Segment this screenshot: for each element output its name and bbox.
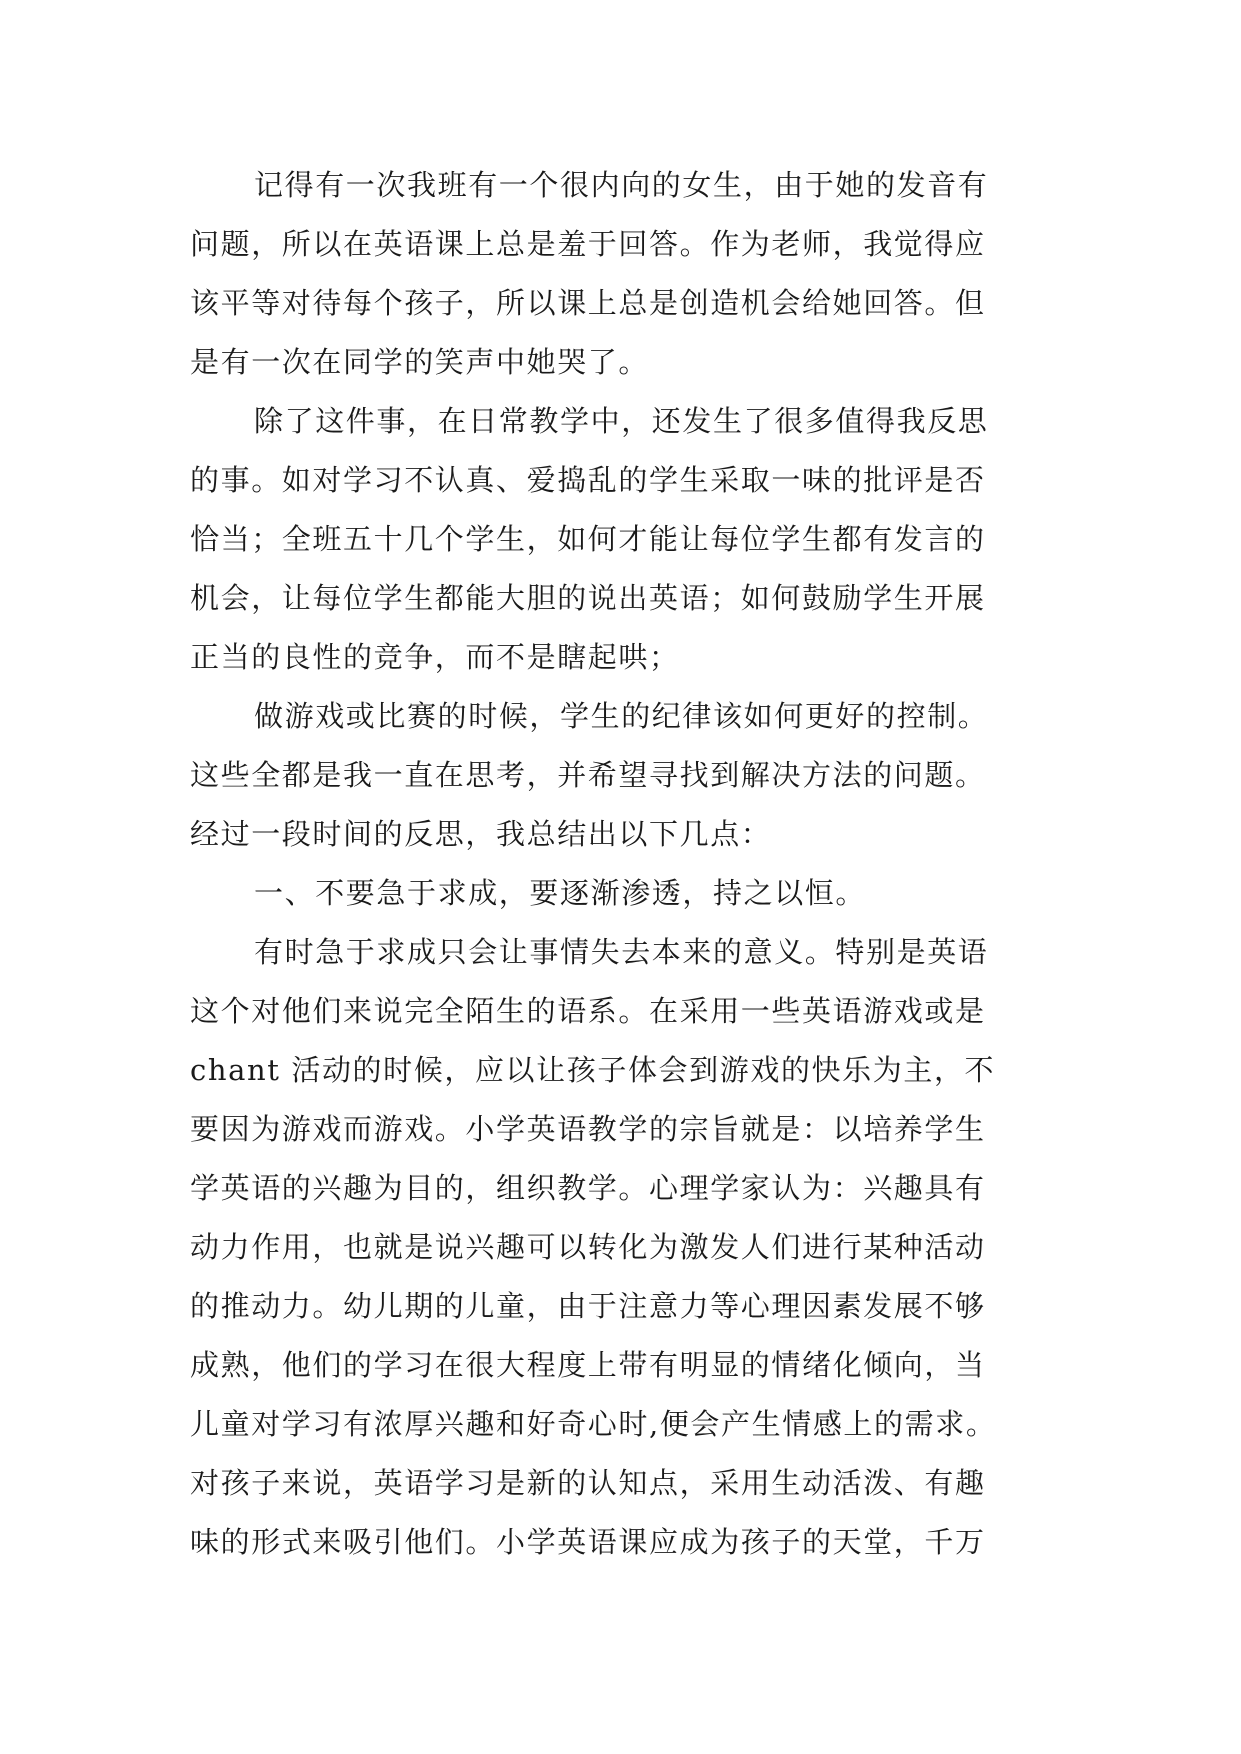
text-line: 的事。如对学习不认真、爱捣乱的学生采取一味的批评是否 <box>190 463 986 497</box>
document-body <box>190 156 1070 1572</box>
text-line: 正当的良性的竞争，而不是瞎起哄； <box>190 640 680 674</box>
text-line: 除了这件事，在日常教学中，还发生了很多值得我反思 <box>254 404 989 438</box>
text-line: 问题，所以在英语课上总是羞于回答。作为老师，我觉得应 <box>190 227 986 261</box>
text-line: 经过一段时间的反思，我总结出以下几点： <box>190 817 772 851</box>
text-line: 的推动力。幼儿期的儿童，由于注意力等心理因素发展不够 <box>190 1289 986 1323</box>
text-line: 记得有一次我班有一个很内向的女生，由于她的发音有 <box>254 168 989 202</box>
text-line: 对孩子来说，英语学习是新的认知点，采用生动活泼、有趣 <box>190 1466 986 1500</box>
text-line: 动力作用，也就是说兴趣可以转化为激发人们进行某种活动 <box>190 1230 986 1264</box>
text-line: 恰当；全班五十几个学生，如何才能让每位学生都有发言的 <box>190 522 986 556</box>
text-line: chant 活动的时候，应以让孩子体会到游戏的快乐为主，不 <box>190 1053 996 1087</box>
text-line: 机会，让每位学生都能大胆的说出英语；如何鼓励学生开展 <box>190 581 986 615</box>
text-line: 做游戏或比赛的时候，学生的纪律该如何更好的控制。 <box>254 699 989 733</box>
text-line: 要因为游戏而游戏。小学英语教学的宗旨就是：以培养学生 <box>190 1112 986 1146</box>
text-line: 该平等对待每个孩子，所以课上总是创造机会给她回答。但 <box>190 286 986 320</box>
text-line: 学英语的兴趣为目的，组织教学。心理学家认为：兴趣具有 <box>190 1171 986 1205</box>
text-line: 儿童对学习有浓厚兴趣和好奇心时,便会产生情感上的需求。 <box>190 1407 997 1441</box>
text-line: 有时急于求成只会让事情失去本来的意义。特别是英语 <box>254 935 989 969</box>
text-line: 成熟，他们的学习在很大程度上带有明显的情绪化倾向，当 <box>190 1348 986 1382</box>
text-line: 这个对他们来说完全陌生的语系。在采用一些英语游戏或是 <box>190 994 986 1028</box>
section-heading: 一、不要急于求成，要逐渐渗透，持之以恒。 <box>254 876 867 910</box>
text-line: 是有一次在同学的笑声中她哭了。 <box>190 345 650 379</box>
text-line: 这些全都是我一直在思考，并希望寻找到解决方法的问题。 <box>190 758 986 792</box>
text-line: 味的形式来吸引他们。小学英语课应成为孩子的天堂，千万 <box>190 1525 986 1559</box>
